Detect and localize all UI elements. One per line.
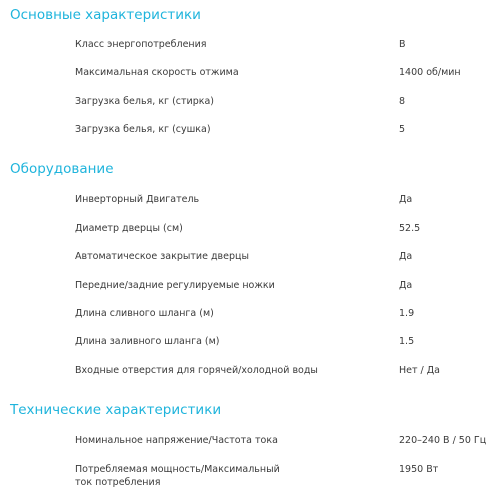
spec-label: Диаметр дверцы (см) xyxy=(75,223,183,234)
spec-value: 220–240 В / 50 Гц xyxy=(399,435,487,446)
spec-value: 8 xyxy=(399,96,406,107)
spec-label: Номинальное напряжение/Частота тока xyxy=(75,435,278,446)
spec-label: Загрузка белья, кг (сушка) xyxy=(75,124,211,135)
spec-label: Длина сливного шланга (м) xyxy=(75,308,214,319)
spec-label: Класс энергопотребления xyxy=(75,39,207,50)
spec-value: 5 xyxy=(399,124,406,135)
spec-label: Входные отверстия для горячей/холодной воды xyxy=(75,365,318,376)
spec-label: Потребляемая мощность/Максимальный ток потребления xyxy=(75,464,280,488)
section-title-main-characteristics: Основные характеристики xyxy=(10,7,201,23)
spec-label: Загрузка белья, кг (стирка) xyxy=(75,96,214,107)
spec-value: Да xyxy=(399,194,413,205)
spec-value: Да xyxy=(399,251,413,262)
spec-value: 1400 об/мин xyxy=(399,67,461,78)
spec-value: 1.5 xyxy=(399,336,415,347)
spec-label: Максимальная скорость отжима xyxy=(75,67,239,78)
section-title-equipment: Оборудование xyxy=(10,161,114,177)
spec-label: Инверторный Двигатель xyxy=(75,194,200,205)
spec-value: 52.5 xyxy=(399,223,421,234)
spec-label: Передние/задние регулируемые ножки xyxy=(75,280,275,291)
spec-label: Длина заливного шланга (м) xyxy=(75,336,220,347)
section-title-technical-characteristics: Технические характеристики xyxy=(10,402,222,418)
spec-value: B xyxy=(399,39,406,50)
spec-value: Да xyxy=(399,280,413,291)
spec-label: Автоматическое закрытие дверцы xyxy=(75,251,249,262)
spec-value: 1.9 xyxy=(399,308,415,319)
spec-value: Нет / Да xyxy=(399,365,441,376)
spec-value: 1950 Вт xyxy=(399,464,439,475)
